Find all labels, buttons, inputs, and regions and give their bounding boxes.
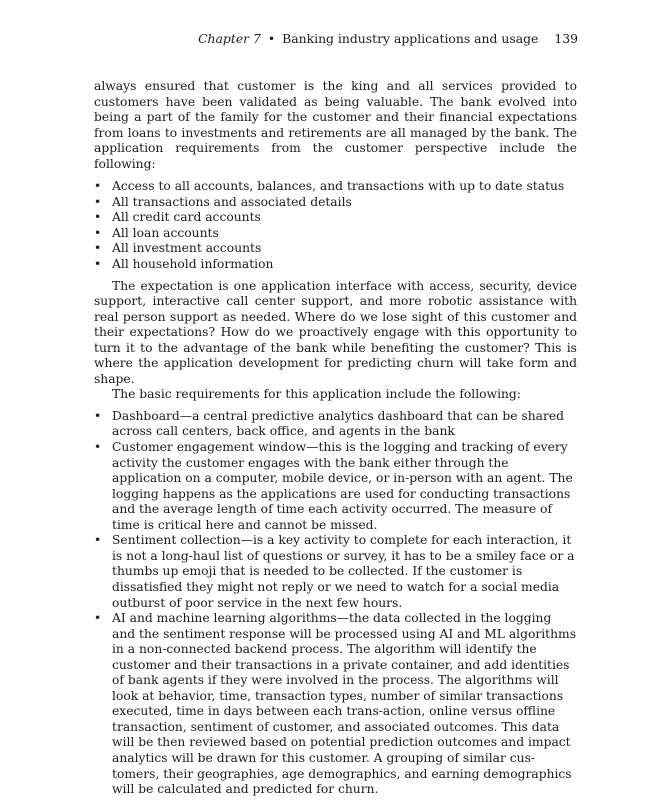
page-number: 139	[554, 31, 578, 46]
list-item-text: Dashboard—a central predictive analytics dashboard that can be shared across call centers, back office, and agents in the bank	[112, 408, 564, 439]
header-separator: •	[267, 31, 276, 46]
bullet-icon: •	[94, 194, 102, 209]
list-item-text: AI and machine learning algorithms—the data collected in the logging and the sentiment response will be processed using AI and ML algorithms in a non-connected backend process. The algorithm will identify the customer and their transactions in a private container, and add identities of bank agents if they were involved in the process. The algorithms will look at behavior, time, transaction types, number of similar transactions executed, time in days between each trans-action, online versus offline transaction, sentiment of customer, and associated outcomes. This data will be then reviewed based on potential prediction outcomes and impact analytics will be drawn for this customer. A grouping of similar cus-tomers, their geographies, age demographics, and earning demographics will be calculated and predicted for churn.	[112, 611, 577, 797]
bullet-icon: •	[94, 225, 102, 240]
list-item-text: All household information	[112, 257, 274, 272]
chapter-title: Banking industry applications and usage	[282, 31, 539, 46]
list-item	[94, 226, 577, 242]
basic-requirements-list	[94, 409, 577, 798]
list-item-text: All credit card accounts	[112, 210, 261, 225]
list-item	[94, 179, 577, 195]
bullet-icon: •	[94, 179, 102, 194]
list-item-text: Access to all accounts, balances, and transactions with up to date status	[112, 179, 565, 194]
list-item-text: All loan accounts	[112, 225, 219, 240]
list-item-text: All transactions and associated details	[112, 194, 352, 209]
body-text	[94, 79, 577, 804]
running-header	[198, 31, 578, 47]
bullet-icon: •	[94, 440, 102, 455]
list-item	[94, 210, 577, 226]
list-item	[94, 611, 577, 798]
list-item	[94, 195, 577, 211]
bullet-icon: •	[94, 241, 102, 256]
bullet-icon: •	[94, 408, 102, 423]
bullet-icon: •	[94, 533, 102, 548]
paragraph-3: The basic requirements for this application include the following:	[112, 387, 521, 402]
list-item	[94, 257, 577, 273]
bullet-icon: •	[94, 611, 102, 626]
list-item	[94, 241, 577, 257]
list-item-text: Customer engagement window—this is the logging and tracking of every activity the customer engages with the bank either through the application on a computer, mobile device, or in-person with an agent. The logging happens as the applications are used for conducting transactions and the average length of time each activity occurred. The measure of time is critical here and cannot be missed.	[112, 440, 573, 532]
list-item	[94, 409, 577, 440]
chapter-label: Chapter 7	[198, 31, 261, 46]
list-item	[94, 533, 577, 611]
bullet-icon: •	[94, 257, 102, 272]
list-item-text: All investment accounts	[112, 241, 262, 256]
paragraph-2: The expectation is one application interface with access, security, device support, interactive call center support, and more robotic assistance with real person support as needed. Where do we lose sight of this customer and their expectations? How do we proactively engage with this opportunity to turn it to the advantage of the bank while benefiting the customer? This is where the application development for predicting churn will take form and shape.	[94, 278, 577, 386]
bullet-icon: •	[94, 210, 102, 225]
list-item-text: Sentiment collection—is a key activity to complete for each interaction, it is not a long-haul list of questions or survey, it has to be a smiley face or a thumbs up emoji that is needed to be collected. If the customer is dissatisfied they might not reply or we need to watch for a social media outburst of poor service in the next few hours.	[112, 533, 575, 610]
paragraph-1: always ensured that customer is the king and all services provided to customers have been validated as being valuable. The bank evolved into being a part of the family for the customer and their financial expectations from loans to investments and retirements are all managed by the bank. The application requirements from the customer perspective include the following:	[94, 79, 577, 171]
list-item	[94, 440, 577, 533]
requirements-list	[94, 179, 577, 272]
